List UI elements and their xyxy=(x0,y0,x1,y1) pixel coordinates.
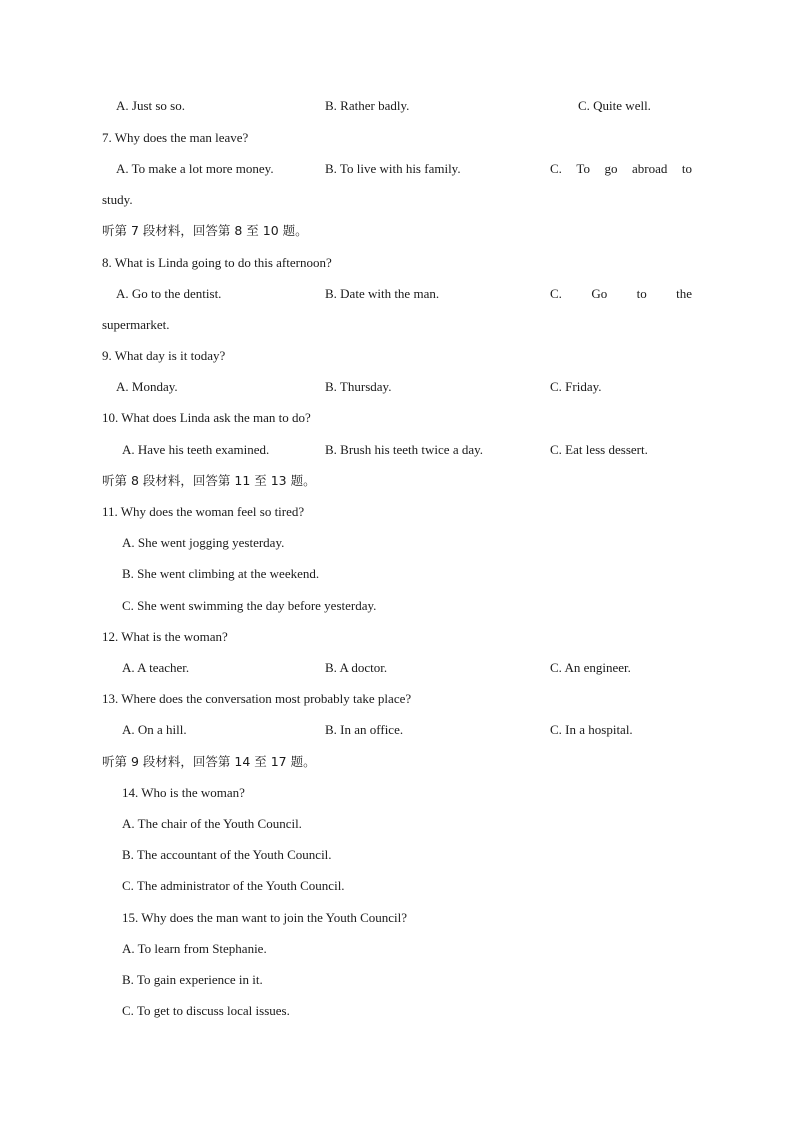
q7-option-b: B. To live with his family. xyxy=(325,161,461,176)
q14-option-c: C. The administrator of the Youth Council. xyxy=(122,878,345,893)
q12-option-b: B. A doctor. xyxy=(325,660,388,675)
section-heading-8: 听第 8 段材料，回答第 11 至 13 题。 xyxy=(102,473,316,488)
q13-option-b: B. In an office. xyxy=(325,722,404,737)
q9-question: 9. What day is it today? xyxy=(102,348,226,363)
q13-option-c: C. In a hospital. xyxy=(550,722,633,737)
q7-option-c-continued: study. xyxy=(102,192,133,207)
q7-option-c xyxy=(550,161,692,177)
q8-option-c-word: the xyxy=(676,286,692,301)
q9-option-c: C. Friday. xyxy=(550,379,602,394)
q12-option-c: C. An engineer. xyxy=(550,660,631,675)
q8-option-c-continued: supermarket. xyxy=(102,317,170,332)
q10-option-a: A. Have his teeth examined. xyxy=(122,442,270,457)
q13-option-a: A. On a hill. xyxy=(122,722,187,737)
q15-option-c: C. To get to discuss local issues. xyxy=(122,1003,290,1018)
q9-option-a: A. Monday. xyxy=(116,379,178,394)
q7-option-c-word: abroad xyxy=(631,161,668,176)
q14-question: 14. Who is the woman? xyxy=(122,785,245,800)
q7-option-c-word: To xyxy=(576,161,590,176)
q7-option-c-word: go xyxy=(604,161,618,176)
q6-option-a: A. Just so so. xyxy=(116,98,185,113)
q8-option-b: B. Date with the man. xyxy=(325,286,440,301)
q11-question: 11. Why does the woman feel so tired? xyxy=(102,504,305,519)
q8-option-a: A. Go to the dentist. xyxy=(116,286,222,301)
q14-option-a: A. The chair of the Youth Council. xyxy=(122,816,302,831)
q10-question: 10. What does Linda ask the man to do? xyxy=(102,410,311,425)
q8-option-c-word: C. xyxy=(550,286,562,301)
q10-option-b: B. Brush his teeth twice a day. xyxy=(325,442,484,457)
q8-option-c-word: Go xyxy=(591,286,608,301)
q7-option-a: A. To make a lot more money. xyxy=(116,161,274,176)
q8-option-c xyxy=(550,286,692,302)
q8-option-c-word: to xyxy=(636,286,647,301)
q7-question: 7. Why does the man leave? xyxy=(102,130,249,145)
q15-question: 15. Why does the man want to join the Youth Council? xyxy=(122,910,408,925)
q11-option-b: B. She went climbing at the weekend. xyxy=(122,566,320,581)
q15-option-a: A. To learn from Stephanie. xyxy=(122,941,267,956)
q6-option-c: C. Quite well. xyxy=(578,98,651,113)
q13-question: 13. Where does the conversation most probably take place? xyxy=(102,691,412,706)
q7-option-c-word: C. xyxy=(550,161,562,176)
q14-option-b: B. The accountant of the Youth Council. xyxy=(122,847,332,862)
q10-option-c: C. Eat less dessert. xyxy=(550,442,648,457)
q12-question: 12. What is the woman? xyxy=(102,629,228,644)
q7-option-c-word: to xyxy=(681,161,692,176)
q9-option-b: B. Thursday. xyxy=(325,379,392,394)
q15-option-b: B. To gain experience in it. xyxy=(122,972,263,987)
section-heading-7: 听第 7 段材料，回答第 8 至 10 题。 xyxy=(102,223,308,238)
q6-option-b: B. Rather badly. xyxy=(325,98,410,113)
q11-option-a: A. She went jogging yesterday. xyxy=(122,535,285,550)
q11-option-c: C. She went swimming the day before yesterday. xyxy=(122,598,377,613)
q12-option-a: A. A teacher. xyxy=(122,660,190,675)
q8-question: 8. What is Linda going to do this afternoon? xyxy=(102,255,332,270)
section-heading-9: 听第 9 段材料，回答第 14 至 17 题。 xyxy=(102,754,316,769)
